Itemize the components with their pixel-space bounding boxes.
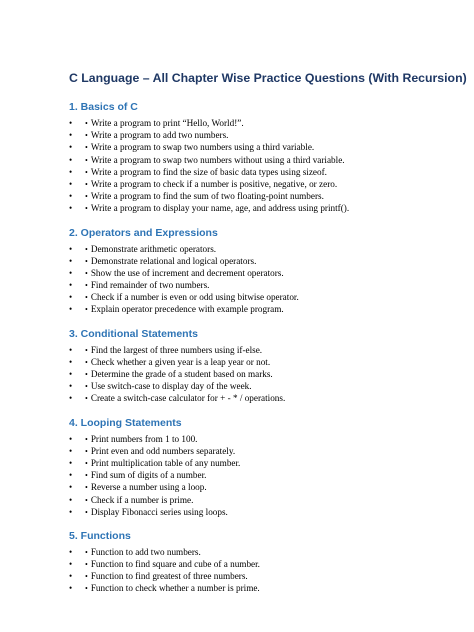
section-heading: 5. Functions [69, 529, 131, 542]
inline-bullet-icon: • [85, 119, 88, 128]
bullet-icon: • [69, 356, 73, 367]
bullet-icon: • [69, 482, 73, 493]
bullet-icon: • [69, 571, 73, 582]
list-item [69, 255, 459, 267]
list-item [69, 445, 459, 457]
bullet-icon: • [69, 142, 73, 153]
bullet-icon: • [69, 292, 73, 303]
inline-bullet-icon: • [85, 471, 88, 481]
list-item [69, 202, 459, 214]
bullet-icon: • [69, 445, 73, 456]
bullet-icon: • [69, 154, 73, 165]
list-item-text: Display Fibonacci series using loops. [90, 506, 228, 517]
inline-bullet-icon: • [85, 256, 88, 266]
inline-bullet-icon: • [85, 560, 88, 570]
inline-bullet-icon: • [85, 547, 88, 557]
inline-bullet-icon: • [85, 394, 88, 404]
section [69, 226, 459, 316]
bullet-icon: • [69, 267, 73, 278]
section [69, 327, 459, 405]
inline-bullet-icon: • [85, 268, 88, 278]
list-item [69, 303, 459, 315]
list-item-text: Write a program to find the size of basic data types using sizeof. [90, 166, 327, 177]
bullet-icon: • [69, 583, 73, 594]
bullet-icon: • [69, 433, 73, 444]
inline-bullet-icon: • [85, 434, 88, 444]
bullet-icon: • [69, 559, 73, 570]
section-heading: 2. Operators and Expressions [69, 226, 218, 239]
list-item [69, 141, 459, 153]
list-item [69, 267, 459, 279]
list-item-text: Create a switch-case calculator for + - * / operations. [90, 393, 286, 404]
list-item-text: Determine the grade of a student based on marks. [90, 369, 273, 379]
inline-bullet-icon: • [85, 179, 88, 189]
section [69, 100, 459, 215]
list-item [69, 582, 459, 594]
list-item-text: Demonstrate arithmetic operators. [90, 243, 217, 254]
list-item [69, 279, 459, 291]
list-item-text: Find the largest of three numbers using if-else. [90, 344, 263, 355]
question-list [69, 546, 459, 595]
section-heading: 4. Looping Statements [69, 416, 182, 429]
list-item-text: Print numbers from 1 to 100. [90, 433, 198, 444]
section-heading: 3. Conditional Statements [69, 327, 198, 340]
list-item-text: Write a program to swap two numbers using a third variable. [90, 142, 315, 153]
inline-bullet-icon: • [85, 572, 88, 582]
bullet-icon: • [69, 457, 73, 468]
list-item-text: Explain operator precedence with example program. [90, 304, 284, 315]
inline-bullet-icon: • [85, 293, 88, 303]
list-item [69, 344, 459, 356]
inline-bullet-icon: • [85, 281, 88, 291]
list-item [69, 570, 459, 582]
list-item-text: Write a program to display your name, age, and address using printf(). [90, 203, 350, 214]
question-list [69, 117, 459, 215]
bullet-icon: • [69, 255, 73, 266]
inline-bullet-icon: • [85, 192, 88, 202]
list-item [69, 558, 459, 570]
inline-bullet-icon: • [85, 507, 88, 517]
list-item-text: Check if a number is prime. [90, 494, 194, 505]
list-item-text: Show the use of increment and decrement operators. [90, 267, 284, 278]
bullet-icon: • [69, 393, 73, 404]
list-item-text: Function to check whether a number is prime. [90, 583, 260, 594]
list-item-text: Demonstrate relational and logical operators. [90, 255, 257, 266]
inline-bullet-icon: • [85, 305, 88, 315]
list-item [69, 129, 459, 141]
inline-bullet-icon: • [85, 584, 88, 594]
question-list [69, 344, 459, 405]
bullet-icon: • [69, 280, 73, 291]
list-item-text: Write a program to swap two numbers without using a third variable. [90, 154, 345, 165]
list-item [69, 506, 459, 518]
list-item [69, 433, 459, 445]
list-item-text: Find sum of digits of a number. [90, 470, 207, 481]
bullet-icon: • [69, 304, 73, 315]
bullet-icon: • [69, 369, 73, 379]
list-item-text: Write a program to find the sum of two floating-point numbers. [90, 191, 324, 202]
bullet-icon: • [69, 130, 73, 141]
bullet-icon: • [69, 178, 73, 189]
list-item [69, 154, 459, 166]
list-item-text: Reverse a number using a loop. [90, 482, 207, 493]
list-item-text: Use switch-case to display day of the week. [90, 381, 252, 392]
list-item [69, 178, 459, 190]
list-item [69, 356, 459, 368]
bullet-icon: • [69, 344, 73, 355]
section [69, 529, 459, 595]
question-list [69, 243, 459, 316]
bullet-icon: • [69, 506, 73, 517]
sections-container [69, 100, 459, 595]
list-item-text: Print multiplication table of any number. [90, 457, 241, 468]
question-list [69, 433, 459, 518]
inline-bullet-icon: • [85, 483, 88, 493]
list-item-text: Function to find square and cube of a number. [90, 559, 260, 570]
list-item-text: Find remainder of two numbers. [90, 280, 210, 291]
document-title: C Language – All Chapter Wise Practice Questions (With Recursion) [69, 71, 467, 85]
list-item [69, 481, 459, 493]
list-item [69, 380, 459, 392]
list-item-text: Write a program to check if a number is positive, negative, or zero. [90, 178, 338, 189]
bullet-icon: • [69, 546, 73, 557]
list-item [69, 117, 459, 129]
list-item [69, 469, 459, 481]
list-item [69, 368, 459, 380]
list-item [69, 494, 459, 506]
list-item-text: Function to find greatest of three numbers. [90, 571, 248, 582]
document-page [69, 70, 467, 606]
inline-bullet-icon: • [85, 370, 88, 379]
inline-bullet-icon: • [85, 345, 88, 355]
inline-bullet-icon: • [85, 167, 88, 177]
list-item [69, 546, 459, 558]
list-item [69, 291, 459, 303]
list-item [69, 243, 459, 255]
section [69, 416, 459, 518]
bullet-icon: • [69, 191, 73, 202]
inline-bullet-icon: • [85, 446, 88, 456]
list-item-text: Write a program to print “Hello, World!”. [90, 118, 244, 128]
list-item-text: Print even and odd numbers separately. [90, 445, 236, 456]
bullet-icon: • [69, 203, 73, 214]
list-item [69, 166, 459, 178]
bullet-icon: • [69, 166, 73, 177]
inline-bullet-icon: • [85, 382, 88, 392]
inline-bullet-icon: • [85, 458, 88, 468]
section-heading: 1. Basics of C [69, 101, 138, 113]
inline-bullet-icon: • [85, 495, 88, 505]
bullet-icon: • [69, 381, 73, 392]
list-item-text: Write a program to add two numbers. [90, 130, 229, 141]
inline-bullet-icon: • [85, 204, 88, 214]
inline-bullet-icon: • [85, 244, 88, 254]
bullet-icon: • [69, 243, 73, 254]
inline-bullet-icon: • [85, 131, 88, 141]
list-item-text: Check whether a given year is a leap year or not. [90, 356, 271, 367]
list-item [69, 457, 459, 469]
bullet-icon: • [69, 470, 73, 481]
bullet-icon: • [69, 494, 73, 505]
list-item-text: Function to add two numbers. [90, 546, 201, 557]
list-item [69, 392, 459, 404]
list-item [69, 190, 459, 202]
inline-bullet-icon: • [85, 357, 88, 367]
bullet-icon: • [69, 118, 73, 128]
list-item-text: Check if a number is even or odd using bitwise operator. [90, 292, 299, 303]
inline-bullet-icon: • [85, 143, 88, 153]
inline-bullet-icon: • [85, 155, 88, 165]
